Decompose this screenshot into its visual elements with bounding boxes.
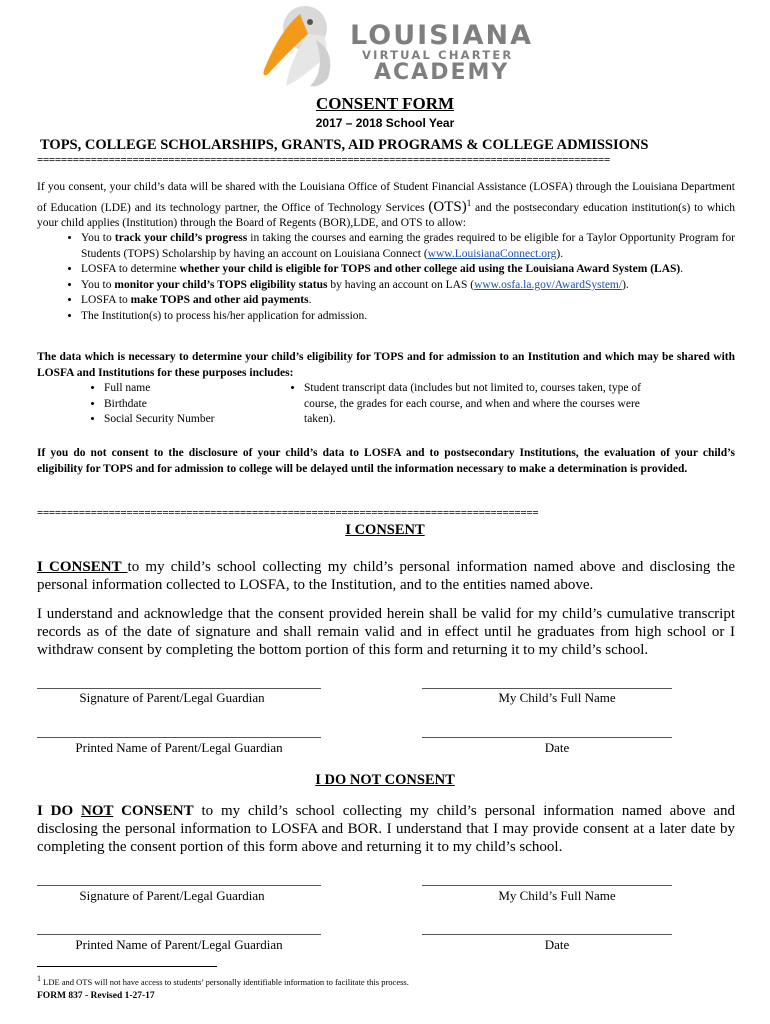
intro-bullet-list (37, 231, 735, 324)
list-item: • You to track your child’s progress in taking the courses and earning the grades required to be eligible for a Taylor Opportunity Program for Students (TOPS) Scholarship by having an account on Louisiana Connect (www.LouisianaConnect.org). (81, 231, 735, 262)
list-item: • Full name (104, 381, 260, 397)
list-item: • You to monitor your child’s TOPS eligibility status by having an account on LAS (www.osfa.la.gov/AwardSystem/). (81, 278, 735, 294)
school-year: 2017 – 2018 School Year (315, 116, 455, 130)
signature-line[interactable] (37, 688, 321, 689)
list-item: • Birthdate (104, 397, 260, 413)
section-heading: TOPS, COLLEGE SCHOLARSHIPS, GRANTS, AID PROGRAMS & COLLEGE ADMISSIONS (40, 137, 649, 153)
child-name-label: My Child’s Full Name (498, 690, 616, 705)
consent-paragraph: I CONSENT to my child’s school collecting my child’s personal information named above and disclosing the personal information collected to LOSFA, to the Institution, and to the entities named above. (37, 559, 735, 593)
list-item: • Social Security Number (104, 412, 260, 428)
separator-line: ================================================================================================ (37, 154, 610, 166)
printed-name-line[interactable] (37, 934, 321, 935)
page-title: CONSENT FORM (315, 94, 455, 113)
date-line[interactable] (422, 737, 672, 738)
footnote-divider (37, 966, 217, 967)
separator-line: ==================================================================================== (37, 507, 539, 519)
signature-line[interactable] (37, 885, 321, 886)
signature-label: Signature of Parent/Legal Guardian (79, 690, 265, 705)
date-label: Date (544, 937, 570, 952)
signature-label: Signature of Parent/Legal Guardian (79, 888, 265, 903)
list-item: • Student transcript data (includes but not limited to, courses taken, type of course, the grades for each course, and when and where the courses were taken). (304, 381, 664, 428)
printed-name-label: Printed Name of Parent/Legal Guardian (75, 937, 283, 952)
printed-name-label: Printed Name of Parent/Legal Guardian (75, 740, 283, 755)
logo-text-academy: ACADEMY (374, 60, 510, 85)
form-id: FORM 837 - Revised 1-27-17 (37, 991, 155, 1001)
list-item: • The Institution(s) to process his/her application for admission. (81, 309, 735, 325)
award-system-link[interactable]: www.osfa.la.gov/AwardSystem/ (474, 278, 623, 291)
child-name-line[interactable] (422, 688, 672, 689)
school-logo (250, 0, 534, 92)
data-paragraph: The data which is necessary to determine your child’s eligibility for TOPS and for admission to an Institution and which may be shared with LOSFA and Institutions for these purposes includes: (37, 351, 735, 379)
logo-text-virtual-charter: VIRTUAL CHARTER (362, 48, 514, 62)
logo-text-louisiana: LOUISIANA (350, 20, 534, 51)
pelican-logo-icon (250, 0, 350, 92)
list-item: • LOSFA to make TOPS and other aid payments. (81, 293, 735, 309)
printed-name-line[interactable] (37, 737, 321, 738)
date-label: Date (544, 740, 570, 755)
intro-section (37, 180, 735, 324)
consent-heading: I CONSENT (345, 522, 425, 538)
warning-paragraph: If you do not consent to the disclosure of your child’s data to LOSFA and to postsecondary Institutions, the evaluation of your child’s eligibility for TOPS and for admission to college will be delayed until the information necessary to make a determination is provided. (37, 447, 735, 475)
louisiana-connect-link[interactable]: www.LouisianaConnect.org (427, 247, 557, 260)
no-consent-paragraph: I DO NOT CONSENT to my child’s school collecting my child’s personal information named above and disclosing the personal information to LOSFA and BOR. I understand that I may provide consent at a later date by completing the consent portion of this form above and returning it to my child’s school. (37, 803, 735, 855)
intro-paragraph: If you consent, your child’s data will be shared with the Louisiana Office of Student Financial Assistance (LOSFA) through the Louisiana Department of Education (LDE) and its technology partner, the Office of Technology Services (OTS)$^1$ and the postsecondary education institution(s) to which your child applies (Institution) through the Board of Regents (BOR),LDE, and OTS to allow: (37, 181, 735, 229)
child-name-label: My Child’s Full Name (498, 888, 616, 903)
child-name-line[interactable] (422, 885, 672, 886)
date-line[interactable] (422, 934, 672, 935)
no-consent-heading: I DO NOT CONSENT (315, 772, 455, 788)
footnote: $^1$ LDE and OTS will not have access to students’ personally identifiable information to facilitate this process. (37, 974, 409, 987)
list-item: • LOSFA to determine whether your child is eligible for TOPS and other college aid using the Louisiana Award System (LAS). (81, 262, 735, 278)
consent-acknowledgement: I understand and acknowledge that the consent provided herein shall be valid for my child’s cumulative transcript records as of the date of signature and shall remain valid and in effect until he graduates from high school or I withdraw consent by completing the bottom portion of this form and returning it to my child’s school. (37, 606, 735, 658)
